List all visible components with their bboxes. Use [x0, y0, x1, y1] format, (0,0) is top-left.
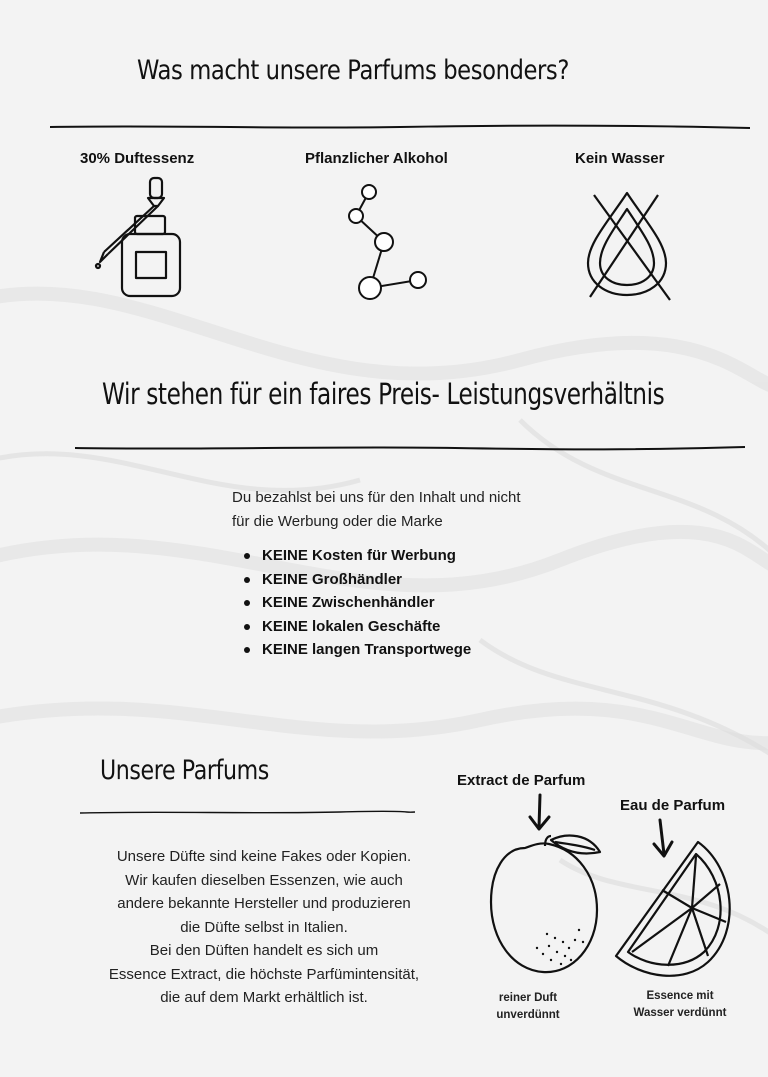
lemon-caption — [478, 990, 578, 1024]
benefit-list — [242, 544, 471, 662]
perfumes-description — [80, 845, 448, 1010]
features-heading: Was macht unsere Parfums besonders? — [137, 55, 569, 86]
list-item: KEINE lokalen Geschäfte — [242, 615, 471, 639]
divider-line — [80, 808, 415, 816]
description-line: Unsere Düfte sind keine Fakes oder Kopien. — [116, 848, 412, 865]
perfumes-heading: Unsere Parfums — [100, 755, 269, 786]
description-line: die Düfte selbst in Italien. — [180, 918, 348, 936]
orange-caption — [615, 988, 745, 1022]
extract-de-parfum-label: Extract de Parfum — [457, 772, 586, 789]
eau-de-parfum-label: Eau de Parfum — [620, 797, 726, 814]
description-line: Bei den Düften handelt es sich um — [149, 942, 379, 959]
molecule-icon — [340, 180, 440, 305]
arrow-down-icon — [525, 793, 555, 833]
feature-label-alcohol: Pflanzlicher Alkohol — [305, 150, 448, 167]
price-intro-line: Du bezahlst bei uns für den Inhalt und nicht — [232, 489, 521, 506]
perfume-bottle-icon — [88, 172, 193, 302]
caption-line: Wasser verdünnt — [633, 1007, 727, 1019]
list-item: KEINE Kosten für Werbung — [242, 544, 471, 568]
divider-line — [75, 443, 745, 453]
list-item: KEINE Großhändler — [242, 568, 471, 592]
divider-line — [50, 122, 750, 132]
orange-slice-icon — [612, 838, 740, 978]
caption-line: unverdünnt — [496, 1009, 560, 1021]
description-line: Essence Extract, die höchste Parfümintensität, — [108, 965, 420, 983]
crossed-water-drop-icon — [580, 185, 675, 305]
price-intro — [232, 486, 592, 534]
list-item: KEINE langen Transportwege — [242, 638, 471, 662]
feature-label-water: Kein Wasser — [575, 150, 665, 167]
caption-line: Essence mit — [646, 990, 714, 1002]
caption-line: reiner Duft — [498, 992, 558, 1004]
description-line: die auf dem Markt erhältlich ist. — [160, 989, 368, 1006]
lemon-icon — [485, 830, 605, 980]
feature-label-essence: 30% Duftessenz — [80, 150, 195, 167]
description-line: Wir kaufen dieselben Essenzen, wie auch — [125, 871, 403, 889]
price-intro-line: für die Werbung oder die Marke — [232, 513, 443, 530]
list-item: KEINE Zwischenhändler — [242, 591, 471, 615]
price-heading: Wir stehen für ein faires Preis- Leistungsverhältnis — [102, 377, 665, 411]
description-line: andere bekannte Hersteller und produzieren — [117, 895, 411, 912]
